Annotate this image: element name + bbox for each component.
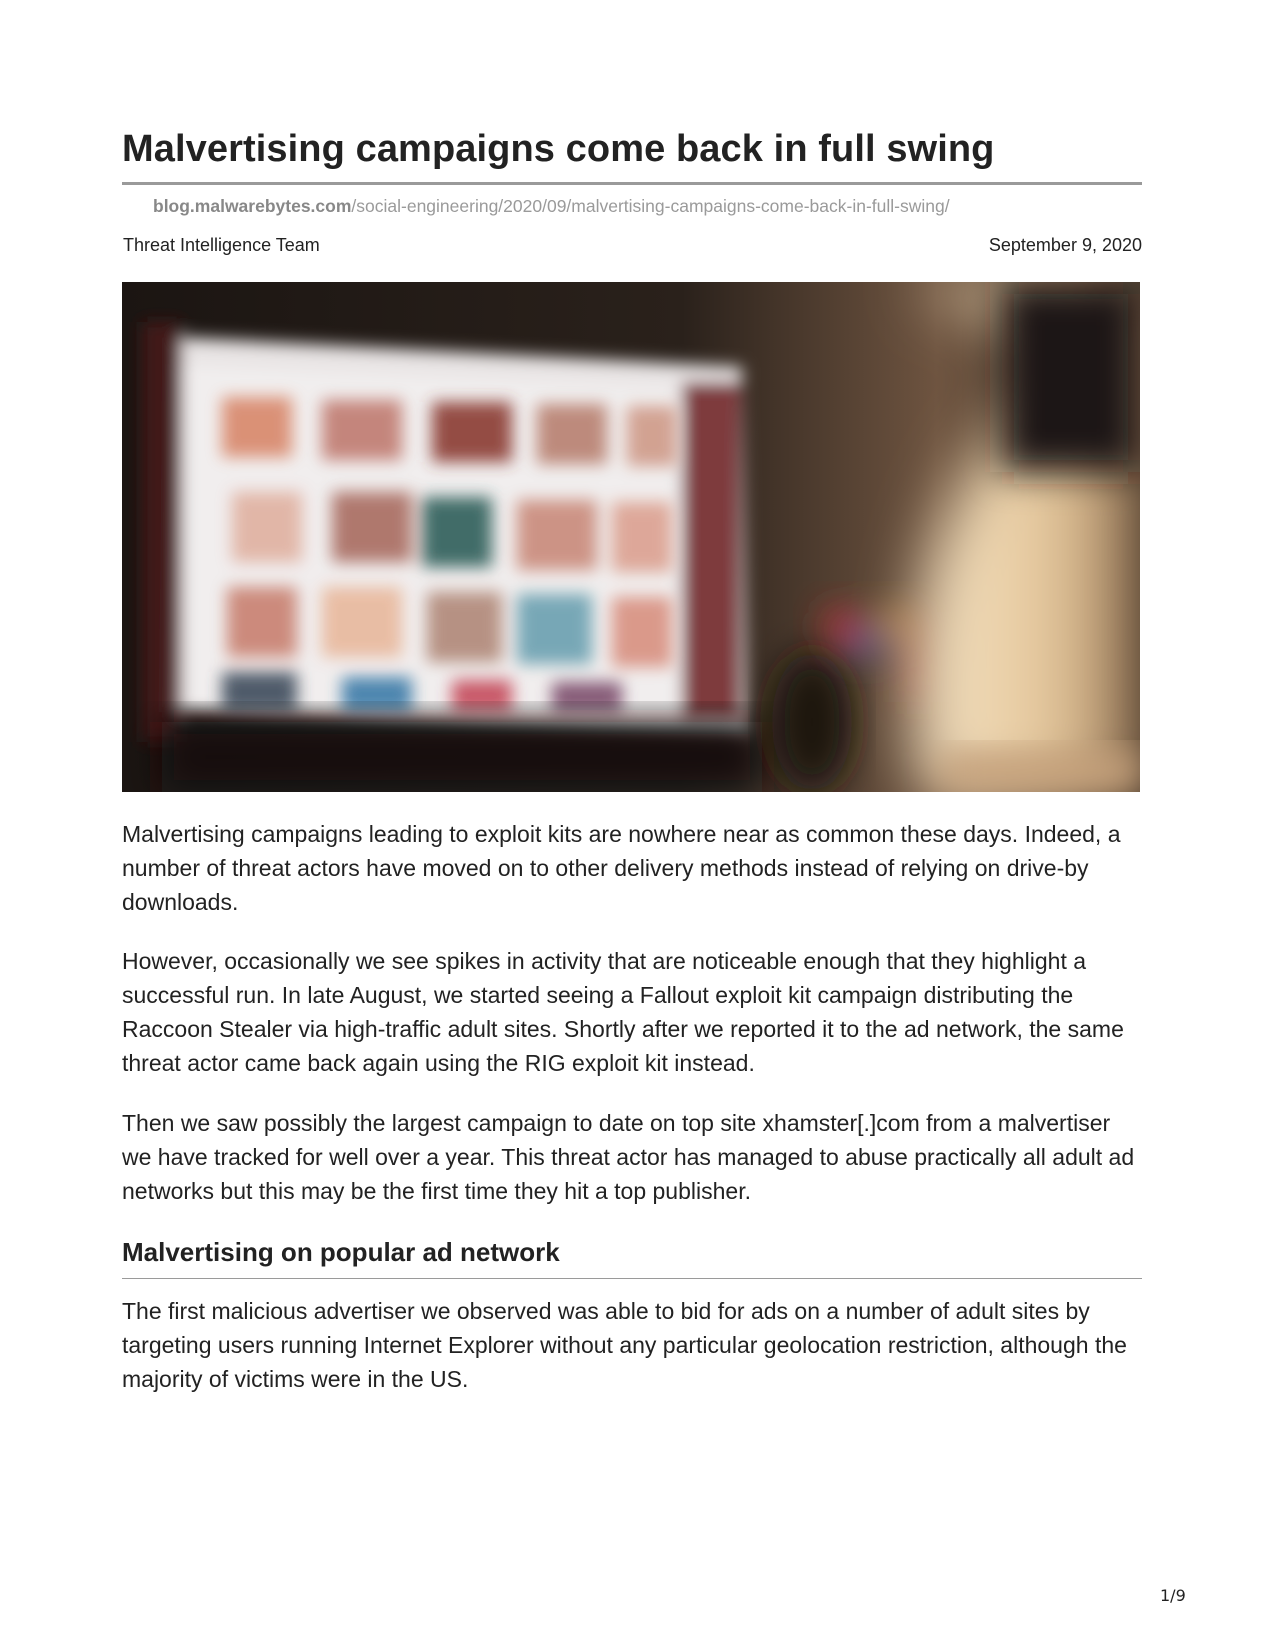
- title-divider: [122, 182, 1142, 185]
- hero-image: [122, 282, 1140, 792]
- paragraph-3: Then we saw possibly the largest campaign to date on top site xhamster[.]com from a malvertiser we have tracked for well over a year. This threat actor has managed to abuse practically all adult ad networks but this may be the first time they hit a top publisher.: [122, 1110, 1135, 1204]
- source-url[interactable]: [153, 196, 950, 217]
- section-heading: Malvertising on popular ad network: [122, 1237, 560, 1267]
- blurred-monitor-photo: [122, 282, 1140, 792]
- publish-date: September 9, 2020: [988, 235, 1142, 255]
- paragraph-2: However, occasionally we see spikes in activity that are noticeable enough that they highlight a successful run. In late August, we started seeing a Fallout exploit kit campaign distributing the Raccoon Stealer via high-traffic adult sites. Shortly after we reported it to the ad network, the same threat actor came back again using the RIG exploit kit instead.: [122, 948, 1124, 1076]
- article-title: Malvertising campaigns come back in full swing: [122, 128, 995, 170]
- url-path: /social-engineering/2020/09/malvertising-campaigns-come-back-in-full-swing/: [351, 196, 950, 216]
- author: Threat Intelligence Team: [123, 235, 320, 255]
- section-paragraph: The first malicious advertiser we observed was able to bid for ads on a number of adult sites by targeting users running Internet Explorer without any particular geolocation restriction, although the majority of victims were in the US.: [122, 1298, 1127, 1392]
- url-domain: blog.malwarebytes.com: [153, 196, 352, 216]
- paragraph-1: Malvertising campaigns leading to exploit kits are nowhere near as common these days. Indeed, a number of threat actors have moved on to other delivery methods instead of relying on drive-by downloads.: [122, 821, 1121, 915]
- page-number: 1/9: [1160, 1586, 1186, 1605]
- section-divider: [122, 1278, 1142, 1279]
